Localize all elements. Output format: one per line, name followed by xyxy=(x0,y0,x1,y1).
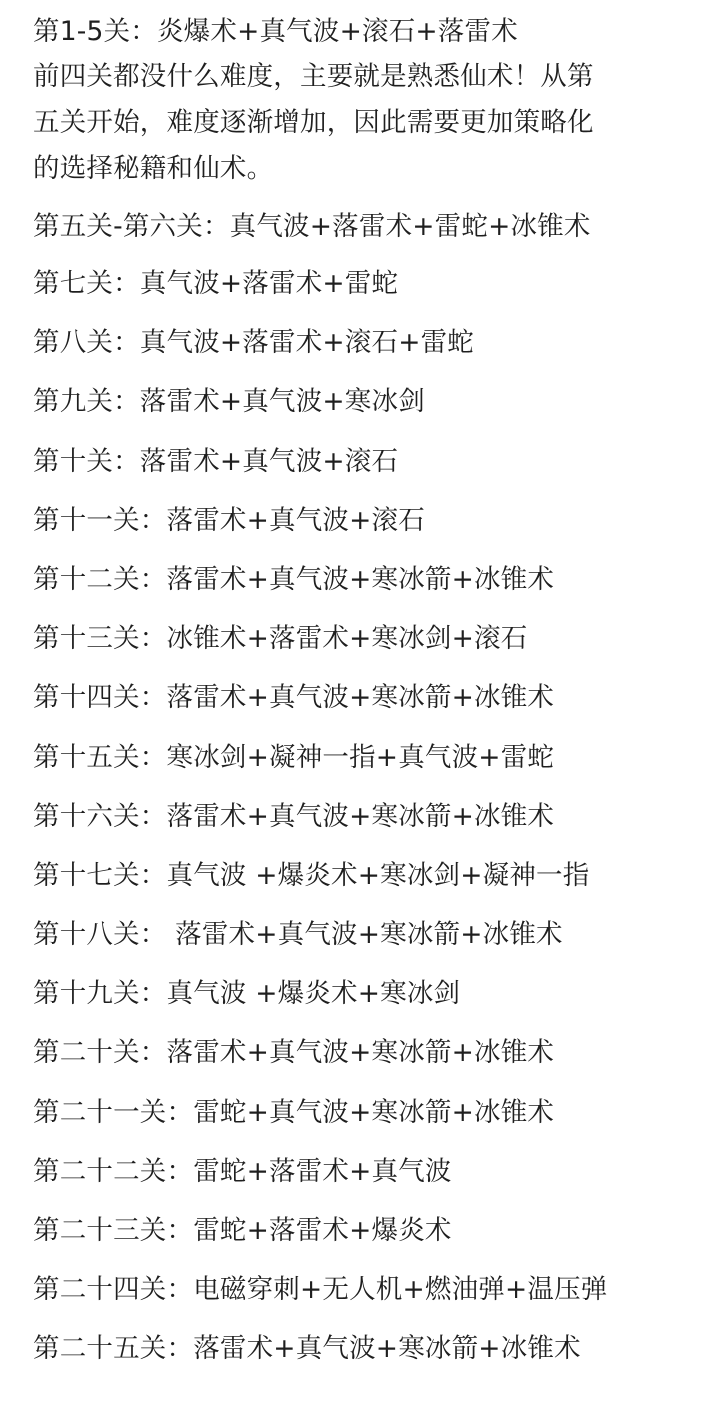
level-line: 第十九关：真气波 +爆炎术+寒冰剑 xyxy=(33,978,461,1010)
level-line: 第二十四关：电磁穿刺+无人机+燃油弹+温压弹 xyxy=(33,1274,608,1306)
intro-first-line: 第1-5关：炎爆术+真气波+滚石+落雷术 xyxy=(33,16,518,47)
level-line: 第九关：落雷术+真气波+寒冰剑 xyxy=(33,386,425,418)
level-line: 第十三关：冰锥术+落雷术+寒冰剑+滚石 xyxy=(33,623,528,655)
level-line: 第十一关：落雷术+真气波+滚石 xyxy=(33,504,425,536)
level-line: 第十七关：真气波 +爆炎术+寒冰剑+凝神一指 xyxy=(33,859,590,891)
intro-section xyxy=(33,10,720,192)
level-line: 第二十二关：雷蛇+落雷术+真气波 xyxy=(33,1155,452,1187)
level-line: 第二十五关：落雷术+真气波+寒冰箭+冰锥术 xyxy=(33,1333,581,1365)
level-line: 第十八关： 落雷术+真气波+寒冰箭+冰锥术 xyxy=(33,919,563,951)
intro-paragraph-line: 前四关都没什么难度，主要就是熟悉仙术！从第 xyxy=(33,61,594,92)
intro-paragraph-line: 的选择秘籍和仙术。 xyxy=(33,153,274,184)
level-line: 第十六关：落雷术+真气波+寒冰箭+冰锥术 xyxy=(33,800,555,832)
level-line: 第十二关：落雷术+真气波+寒冰箭+冰锥术 xyxy=(33,563,555,595)
level-line: 第十五关：寒冰剑+凝神一指+真气波+雷蛇 xyxy=(33,741,555,773)
level-line: 第七关：真气波+落雷术+雷蛇 xyxy=(33,268,399,299)
level-line: 第十四关：落雷术+真气波+寒冰箭+冰锥术 xyxy=(33,682,555,714)
level-line: 第二十三关：雷蛇+落雷术+爆炎术 xyxy=(33,1215,452,1246)
level-line: 第八关：真气波+落雷术+滚石+雷蛇 xyxy=(33,327,475,359)
level-line: 第二十关：落雷术+真气波+寒冰箭+冰锥术 xyxy=(33,1037,555,1069)
level-line: 第五关-第六关：真气波+落雷术+雷蛇+冰锥术 xyxy=(33,211,591,242)
level-line: 第二十一关：雷蛇+真气波+寒冰箭+冰锥术 xyxy=(33,1096,555,1128)
level-line: 第十关：落雷术+真气波+滚石 xyxy=(33,445,399,477)
intro-paragraph-line: 五关开始，难度逐渐增加，因此需要更加策略化 xyxy=(33,107,594,138)
level-list xyxy=(33,200,720,1379)
